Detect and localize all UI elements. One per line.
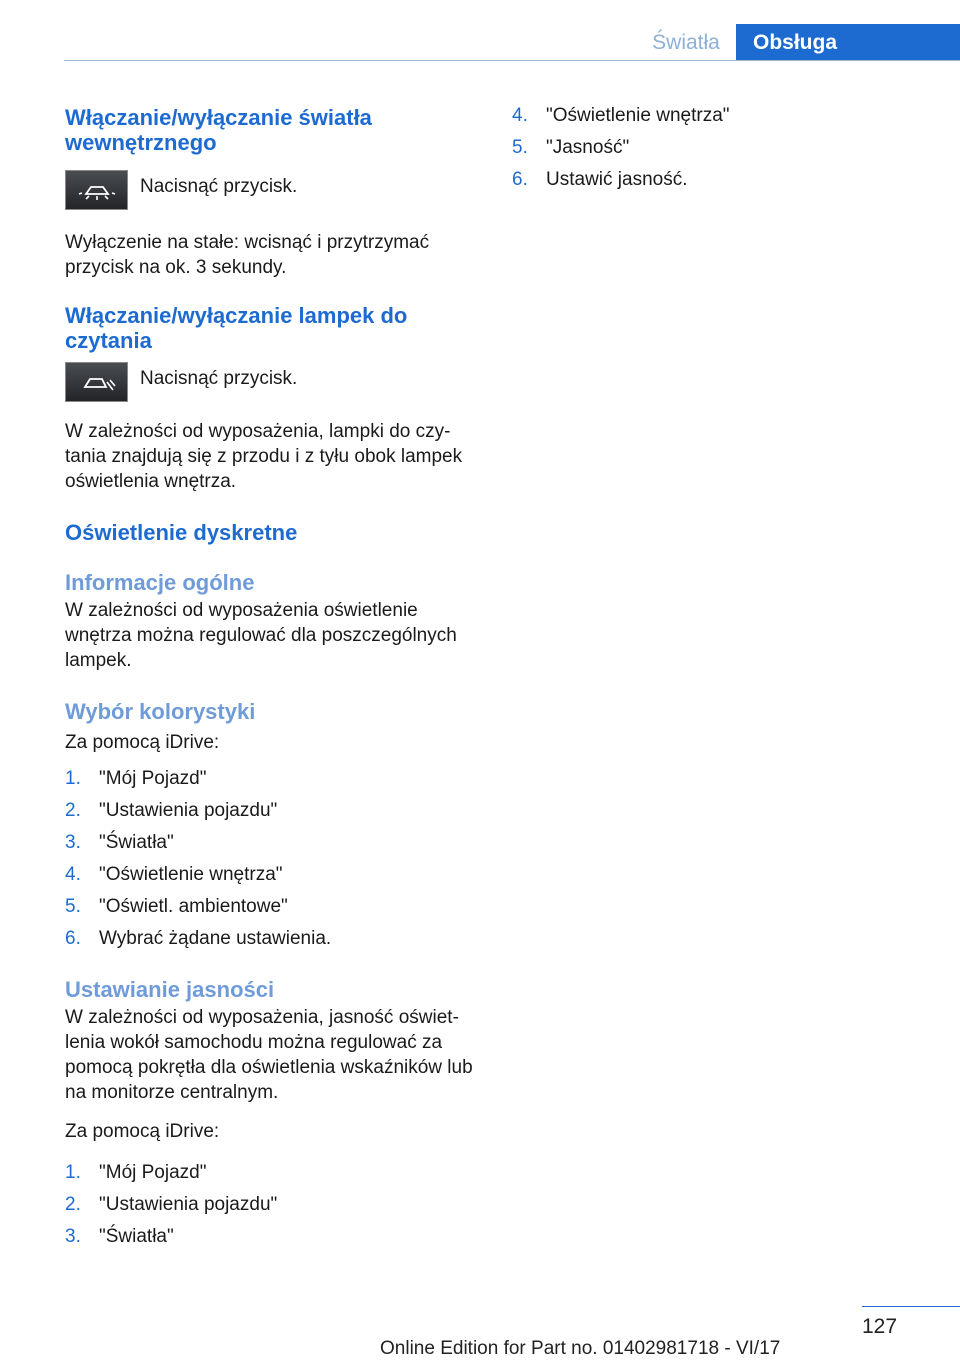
step-text: "Oświetlenie wnętrza": [99, 864, 283, 885]
heading-reading-lights: Włączanie/wyłączanie lampek do czytania: [65, 303, 408, 353]
step-text: "Ustawienia pojazdu": [99, 1194, 278, 1215]
header-section-label: Światła: [652, 31, 720, 54]
list-item: [65, 795, 479, 827]
list-item: [512, 100, 926, 132]
footer-rule: [862, 1306, 960, 1307]
list-item: [65, 763, 479, 795]
step-text: "Mój Pojazd": [99, 1162, 207, 1183]
interior-light-instruction: [65, 174, 479, 210]
right-column: [512, 100, 926, 196]
interior-press-text: Nacisnąć przycisk.: [140, 176, 298, 197]
list-item: [65, 827, 479, 859]
brightness-steps-continued-list: [512, 100, 926, 196]
general-info-text: W zależności od wyposażenia oświetlenie wnętrza można regulować dla poszczególnych lampek.: [65, 600, 457, 671]
step-number: 5.: [65, 896, 81, 917]
step-number: 2.: [65, 800, 81, 821]
brightness-text: W zależności od wyposażenia, jasność oświet‐lenia wokół samochodu można regulować za pomocą pokrętła dla oświetlenia wskaźników lub na monitorze centralnym.: [65, 1007, 473, 1103]
list-item: [65, 1157, 479, 1189]
step-number: 3.: [65, 832, 81, 853]
list-item: [65, 923, 479, 955]
reading-light-button-icon: [65, 362, 128, 402]
step-text: "Mój Pojazd": [99, 768, 207, 789]
step-text: "Oświetl. ambientowe": [99, 896, 288, 917]
page-number: 127: [862, 1315, 898, 1338]
interior-hold-text: Wyłączenie na stałe: wcisnąć i przytrzymać przycisk na ok. 3 sekundy.: [65, 232, 430, 278]
list-item: [65, 859, 479, 891]
brightness-steps-list: [65, 1157, 479, 1253]
reading-press-text: Nacisnąć przycisk.: [140, 368, 298, 389]
step-number: 1.: [65, 768, 81, 789]
step-text: "Oświetlenie wnętrza": [546, 105, 730, 126]
step-number: 5.: [512, 137, 528, 158]
step-number: 1.: [65, 1162, 81, 1183]
list-item: [65, 1189, 479, 1221]
header-chapter-tab: Obsługa: [736, 24, 960, 61]
step-text: "Światła": [99, 832, 174, 853]
color-steps-list: [65, 763, 479, 955]
heading-general-info: Informacje ogólne: [65, 570, 255, 595]
reading-lights-text: W zależności od wyposażenia, lampki do czy‐tania znajdują się z przodu i z tyłu obok lampek oświetlenia wnętrza.: [65, 421, 463, 492]
step-text: "Światła": [99, 1226, 174, 1247]
reading-light-instruction: [65, 366, 479, 402]
color-intro-text: Za pomocą iDrive:: [65, 732, 220, 753]
step-text: "Ustawienia pojazdu": [99, 800, 278, 821]
heading-interior-light: Włączanie/wyłączanie światła wewnętrznego: [65, 105, 372, 155]
heading-discreet-lighting: Oświetlenie dyskretne: [65, 520, 298, 545]
step-number: 4.: [65, 864, 81, 885]
step-text: Ustawić jasność.: [546, 169, 688, 190]
edition-footer: Online Edition for Part no. 01402981718 - VI/17: [380, 1338, 781, 1359]
interior-light-button-icon: [65, 170, 128, 210]
step-number: 4.: [512, 105, 528, 126]
brightness-intro-text: Za pomocą iDrive:: [65, 1121, 220, 1142]
step-text: Wybrać żądane ustawienia.: [99, 928, 332, 949]
header-rule: [64, 60, 960, 61]
list-item: [65, 1221, 479, 1253]
step-number: 2.: [65, 1194, 81, 1215]
left-column: [65, 100, 479, 1253]
step-number: 6.: [65, 928, 81, 949]
heading-color-selection: Wybór kolorystyki: [65, 699, 256, 724]
step-text: "Jasność": [546, 137, 630, 158]
heading-brightness: Ustawianie jasności: [65, 977, 275, 1002]
list-item: [512, 132, 926, 164]
list-item: [65, 891, 479, 923]
list-item: [512, 164, 926, 196]
step-number: 6.: [512, 169, 528, 190]
step-number: 3.: [65, 1226, 81, 1247]
